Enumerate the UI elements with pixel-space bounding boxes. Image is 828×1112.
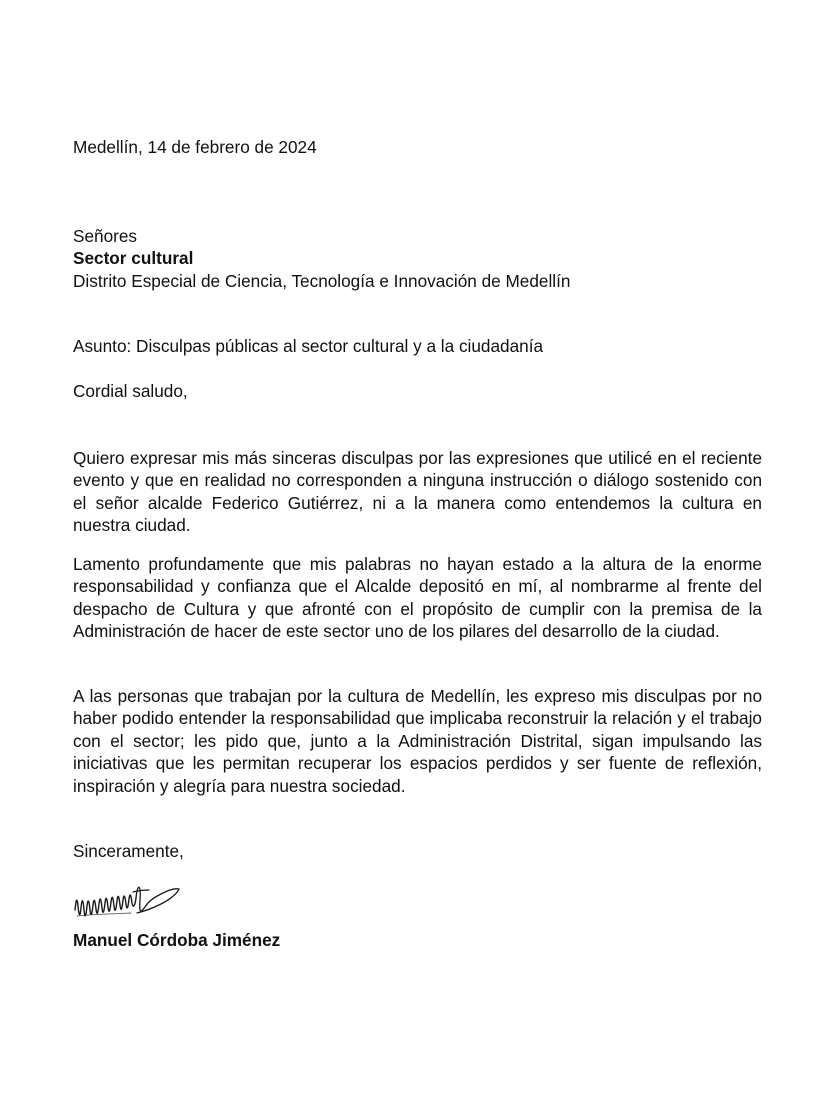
letter-closing: Sinceramente, bbox=[73, 841, 184, 861]
signer-name: Manuel Córdoba Jiménez bbox=[73, 930, 281, 950]
recipient-block bbox=[73, 225, 762, 292]
letter-subject: Asunto: Disculpas públicas al sector cultural y a la ciudadanía bbox=[73, 336, 544, 356]
letter-date: Medellín, 14 de febrero de 2024 bbox=[73, 137, 317, 157]
recipient-salutation: Señores bbox=[73, 226, 138, 246]
body-paragraph-2: Lamento profundamente que mis palabras no hayan estado a la altura de la enorme responsabilidad y confianza que el Alcalde depositó en mí, al nombrarme al frente del despacho de Cultura y que afronté con el propósito de cumplir con la premisa de la Administración de hacer de este sector uno de los pilares del desarrollo de la ciudad. bbox=[73, 554, 762, 642]
body-paragraph-3: A las personas que trabajan por la cultura de Medellín, les expreso mis disculpas por no haber podido entender la responsabilidad que implicaba reconstruir la relación y el trabajo con el sector; les pido que, junto a la Administración Distrital, sigan impulsando las iniciativas que les permitan recuperar los espacios perdidos y ser fuente de reflexión, inspiración y alegría para nuestra sociedad. bbox=[73, 686, 762, 796]
body-paragraph-1: Quiero expresar mis más sinceras disculpas por las expresiones que utilicé en el reciente evento y que en realidad no corresponden a ninguna instrucción o diálogo sostenido con el señor alcalde Federico Gutiérrez, ni a la manera como entendemos la cultura en nuestra ciudad. bbox=[73, 448, 762, 536]
letter-greeting: Cordial saludo, bbox=[73, 381, 188, 401]
recipient-organization: Distrito Especial de Ciencia, Tecnología e Innovación de Medellín bbox=[73, 270, 571, 291]
handwritten-signature-icon bbox=[73, 878, 183, 930]
recipient-name: Sector cultural bbox=[73, 248, 194, 269]
